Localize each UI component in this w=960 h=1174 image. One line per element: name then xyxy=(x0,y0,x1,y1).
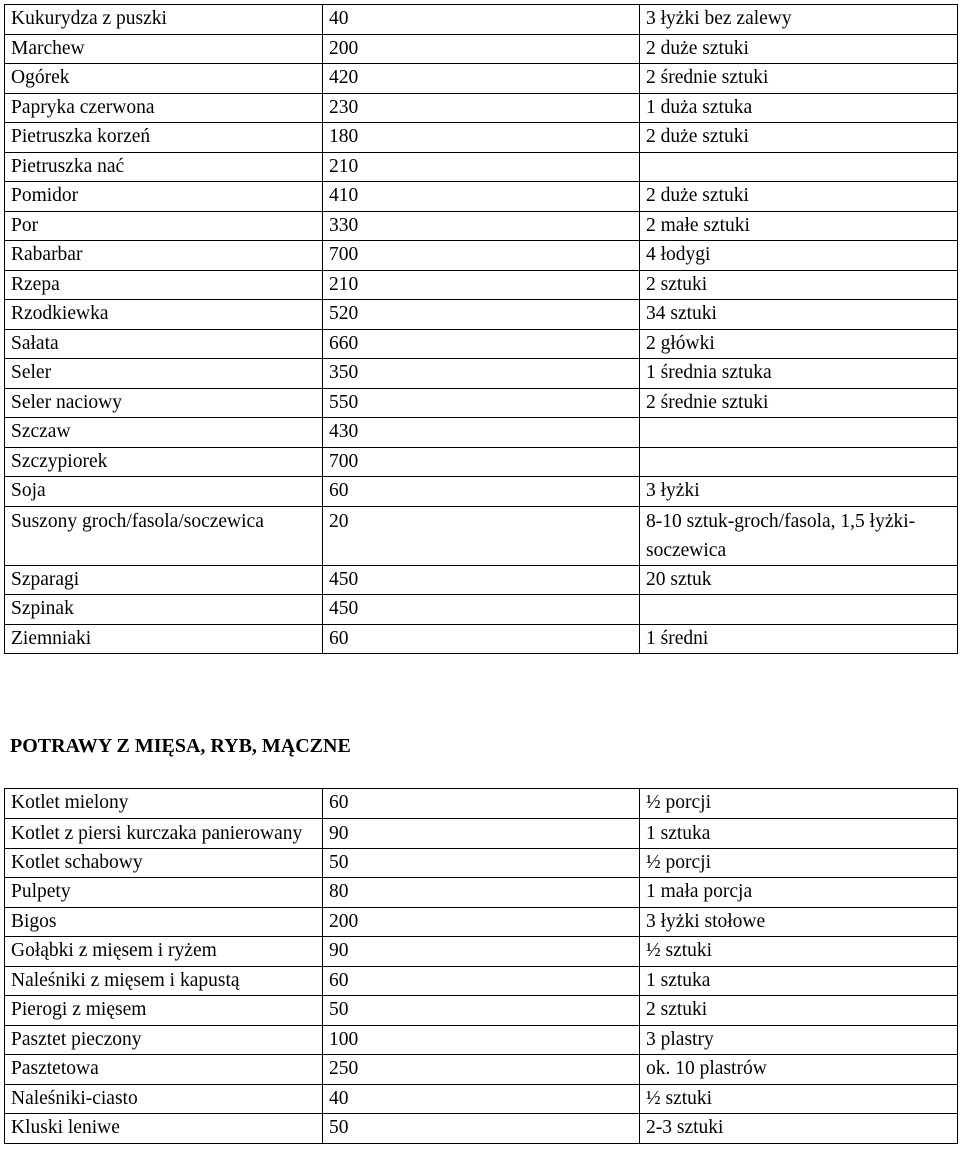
item-name-cell: Pierogi z mięsem xyxy=(5,996,323,1026)
amount-cell: 90 xyxy=(323,818,640,848)
table-row xyxy=(5,93,958,123)
item-name-cell: Seler naciowy xyxy=(5,388,323,418)
amount-cell: 60 xyxy=(323,477,640,507)
table-row xyxy=(5,418,958,448)
item-name-cell: Rabarbar xyxy=(5,241,323,271)
amount-cell: 50 xyxy=(323,996,640,1026)
amount-cell: 200 xyxy=(323,907,640,937)
table-row xyxy=(5,789,958,819)
table-row xyxy=(5,182,958,212)
section-heading: POTRAWY Z MIĘSA, RYB, MĄCZNE xyxy=(10,735,351,757)
item-name-cell: Rzepa xyxy=(5,270,323,300)
amount-cell: 420 xyxy=(323,64,640,94)
amount-cell: 210 xyxy=(323,270,640,300)
portion-cell: 3 łyżki xyxy=(640,477,958,507)
item-name-cell: Kluski leniwe xyxy=(5,1114,323,1144)
portion-cell: 1 średnia sztuka xyxy=(640,359,958,389)
amount-cell: 180 xyxy=(323,123,640,153)
item-name-cell: Pulpety xyxy=(5,878,323,908)
amount-cell: 50 xyxy=(323,848,640,878)
amount-cell: 700 xyxy=(323,241,640,271)
portion-cell xyxy=(640,152,958,182)
item-name-cell: Suszony groch/fasola/soczewica xyxy=(5,506,323,565)
portion-cell: 1 sztuka xyxy=(640,966,958,996)
portion-cell: 8-10 sztuk-groch/fasola, 1,5 łyżki-soczewica xyxy=(640,506,958,565)
portion-cell: 1 mała porcja xyxy=(640,878,958,908)
portion-cell: ½ sztuki xyxy=(640,937,958,967)
amount-cell: 520 xyxy=(323,300,640,330)
amount-cell: 80 xyxy=(323,878,640,908)
portion-cell: ½ porcji xyxy=(640,848,958,878)
portion-cell: 2 sztuki xyxy=(640,270,958,300)
table-row xyxy=(5,34,958,64)
amount-cell: 700 xyxy=(323,447,640,477)
portion-cell: 2 duże sztuki xyxy=(640,34,958,64)
vegetables-table xyxy=(4,4,958,654)
portion-cell: 34 sztuki xyxy=(640,300,958,330)
portion-cell: 1 sztuka xyxy=(640,818,958,848)
table-row xyxy=(5,1025,958,1055)
amount-cell: 20 xyxy=(323,506,640,565)
item-name-cell: Gołąbki z mięsem i ryżem xyxy=(5,937,323,967)
item-name-cell: Rzodkiewka xyxy=(5,300,323,330)
portion-cell: 2 główki xyxy=(640,329,958,359)
portion-cell: ½ porcji xyxy=(640,789,958,819)
table-row xyxy=(5,5,958,35)
table-row xyxy=(5,211,958,241)
amount-cell: 90 xyxy=(323,937,640,967)
table-row xyxy=(5,152,958,182)
item-name-cell: Ogórek xyxy=(5,64,323,94)
table-row xyxy=(5,300,958,330)
table-row xyxy=(5,123,958,153)
table-row xyxy=(5,1114,958,1144)
table-row xyxy=(5,937,958,967)
amount-cell: 100 xyxy=(323,1025,640,1055)
item-name-cell: Papryka czerwona xyxy=(5,93,323,123)
item-name-cell: Seler xyxy=(5,359,323,389)
amount-cell: 50 xyxy=(323,1114,640,1144)
item-name-cell: Kotlet schabowy xyxy=(5,848,323,878)
item-name-cell: Szpinak xyxy=(5,595,323,625)
portion-cell: 3 łyżki stołowe xyxy=(640,907,958,937)
table-row xyxy=(5,359,958,389)
table-row xyxy=(5,1055,958,1085)
meat-dishes-table-body xyxy=(5,789,958,1144)
item-name-cell: Pomidor xyxy=(5,182,323,212)
table-row xyxy=(5,848,958,878)
amount-cell: 210 xyxy=(323,152,640,182)
amount-cell: 660 xyxy=(323,329,640,359)
table-row xyxy=(5,447,958,477)
portion-cell: 1 średni xyxy=(640,624,958,654)
portion-cell: 3 plastry xyxy=(640,1025,958,1055)
table-row xyxy=(5,996,958,1026)
portion-cell xyxy=(640,595,958,625)
table-row xyxy=(5,329,958,359)
portion-cell: 4 łodygi xyxy=(640,241,958,271)
table-row xyxy=(5,966,958,996)
item-name-cell: Szparagi xyxy=(5,565,323,595)
amount-cell: 60 xyxy=(323,624,640,654)
portion-cell: 2 sztuki xyxy=(640,996,958,1026)
item-name-cell: Pasztet pieczony xyxy=(5,1025,323,1055)
portion-cell: 1 duża sztuka xyxy=(640,93,958,123)
portion-cell: 2 średnie sztuki xyxy=(640,388,958,418)
amount-cell: 430 xyxy=(323,418,640,448)
item-name-cell: Sałata xyxy=(5,329,323,359)
item-name-cell: Naleśniki z mięsem i kapustą xyxy=(5,966,323,996)
portion-cell: 2 małe sztuki xyxy=(640,211,958,241)
item-name-cell: Pietruszka korzeń xyxy=(5,123,323,153)
amount-cell: 450 xyxy=(323,565,640,595)
amount-cell: 230 xyxy=(323,93,640,123)
portion-cell: ok. 10 plastrów xyxy=(640,1055,958,1085)
table-row xyxy=(5,878,958,908)
table-row xyxy=(5,565,958,595)
table-row xyxy=(5,270,958,300)
portion-cell: 2 duże sztuki xyxy=(640,123,958,153)
table-row xyxy=(5,624,958,654)
portion-cell: 2-3 sztuki xyxy=(640,1114,958,1144)
portion-cell: 2 duże sztuki xyxy=(640,182,958,212)
amount-cell: 450 xyxy=(323,595,640,625)
item-name-cell: Pasztetowa xyxy=(5,1055,323,1085)
portion-cell: 2 średnie sztuki xyxy=(640,64,958,94)
amount-cell: 200 xyxy=(323,34,640,64)
portion-cell xyxy=(640,447,958,477)
portion-cell: 20 sztuk xyxy=(640,565,958,595)
amount-cell: 350 xyxy=(323,359,640,389)
amount-cell: 330 xyxy=(323,211,640,241)
amount-cell: 550 xyxy=(323,388,640,418)
portion-cell: ½ sztuki xyxy=(640,1084,958,1114)
item-name-cell: Pietruszka nać xyxy=(5,152,323,182)
amount-cell: 60 xyxy=(323,966,640,996)
table-row xyxy=(5,506,958,565)
table-row xyxy=(5,64,958,94)
table-row xyxy=(5,818,958,848)
item-name-cell: Naleśniki-ciasto xyxy=(5,1084,323,1114)
table-row xyxy=(5,907,958,937)
amount-cell: 40 xyxy=(323,1084,640,1114)
table-row xyxy=(5,1084,958,1114)
portion-cell: 3 łyżki bez zalewy xyxy=(640,5,958,35)
item-name-cell: Por xyxy=(5,211,323,241)
amount-cell: 250 xyxy=(323,1055,640,1085)
table-row xyxy=(5,477,958,507)
item-name-cell: Soja xyxy=(5,477,323,507)
item-name-cell: Ziemniaki xyxy=(5,624,323,654)
amount-cell: 410 xyxy=(323,182,640,212)
meat-dishes-table xyxy=(4,788,958,1144)
table-row xyxy=(5,595,958,625)
item-name-cell: Marchew xyxy=(5,34,323,64)
item-name-cell: Kotlet mielony xyxy=(5,789,323,819)
portion-cell xyxy=(640,418,958,448)
table-row xyxy=(5,388,958,418)
amount-cell: 40 xyxy=(323,5,640,35)
item-name-cell: Szczypiorek xyxy=(5,447,323,477)
item-name-cell: Kukurydza z puszki xyxy=(5,5,323,35)
table-row xyxy=(5,241,958,271)
item-name-cell: Kotlet z piersi kurczaka panierowany xyxy=(5,818,323,848)
vegetables-table-body xyxy=(5,5,958,654)
amount-cell: 60 xyxy=(323,789,640,819)
item-name-cell: Szczaw xyxy=(5,418,323,448)
item-name-cell: Bigos xyxy=(5,907,323,937)
